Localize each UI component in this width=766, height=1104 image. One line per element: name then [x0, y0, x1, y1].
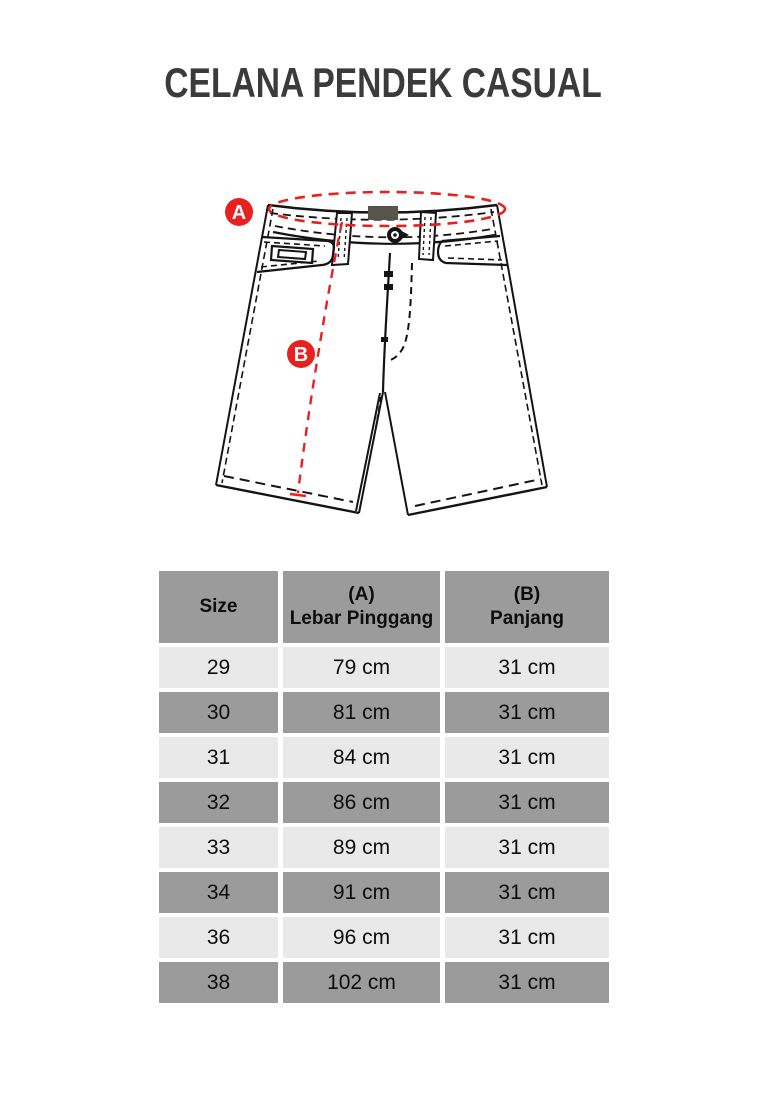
cell-waist: 96 cm — [283, 917, 440, 958]
cell-length: 31 cm — [445, 917, 609, 958]
cell-size: 33 — [159, 827, 278, 868]
col-header-size: Size — [159, 571, 278, 643]
cell-length: 31 cm — [445, 737, 609, 778]
cell-size: 31 — [159, 737, 278, 778]
cell-waist: 91 cm — [283, 872, 440, 913]
marker-a-label: A — [231, 202, 247, 224]
cell-size: 36 — [159, 917, 278, 958]
cell-waist: 89 cm — [283, 827, 440, 868]
cell-size: 38 — [159, 962, 278, 1003]
table-row — [159, 827, 609, 868]
cell-size: 32 — [159, 782, 278, 823]
table-row — [159, 692, 609, 733]
cell-length: 31 cm — [445, 827, 609, 868]
cell-waist: 84 cm — [283, 737, 440, 778]
cell-length: 31 cm — [445, 872, 609, 913]
table-row — [159, 917, 609, 958]
marker-b-label: B — [293, 344, 309, 366]
shorts-diagram — [195, 175, 575, 535]
shorts-outline — [216, 205, 547, 515]
marker-b-badge — [287, 340, 315, 368]
cell-waist: 86 cm — [283, 782, 440, 823]
cell-length: 31 cm — [445, 647, 609, 688]
table-row — [159, 962, 609, 1003]
cell-size: 34 — [159, 872, 278, 913]
cell-size: 30 — [159, 692, 278, 733]
table-row — [159, 647, 609, 688]
cell-waist: 102 cm — [283, 962, 440, 1003]
cell-length: 31 cm — [445, 782, 609, 823]
cell-size: 29 — [159, 647, 278, 688]
page-title: CELANA PENDEK CASUAL — [164, 59, 602, 106]
cell-waist: 81 cm — [283, 692, 440, 733]
col-header-waist: (A) Lebar Pinggang — [283, 571, 440, 643]
cell-length: 31 cm — [445, 692, 609, 733]
col-header-length: (B) Panjang — [445, 571, 609, 643]
cell-length: 31 cm — [445, 962, 609, 1003]
right-pocket — [438, 236, 507, 265]
button-icon — [387, 227, 409, 243]
left-pocket — [257, 237, 334, 272]
fly-seam — [381, 253, 412, 392]
table-row — [159, 737, 609, 778]
header-row — [159, 571, 609, 643]
table-row — [159, 872, 609, 913]
table-row — [159, 782, 609, 823]
marker-a-badge — [225, 198, 253, 226]
size-table — [154, 567, 614, 1007]
brand-label-patch — [368, 206, 398, 220]
cell-waist: 79 cm — [283, 647, 440, 688]
